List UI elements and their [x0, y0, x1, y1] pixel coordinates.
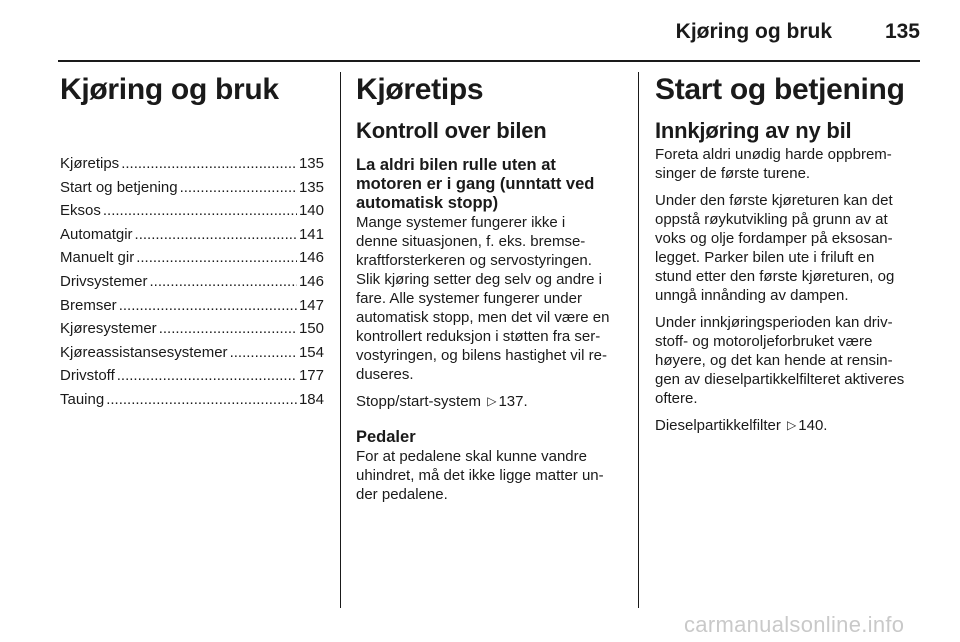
- page-header: [0, 0, 960, 62]
- toc-entry[interactable]: [60, 152, 324, 176]
- pedals-paragraph: For at pedalene skal kunne vandre uhindret, må det ikke ligge matter un- der pedalene.: [356, 448, 604, 503]
- header-title: Kjøring og bruk: [675, 20, 832, 43]
- driving-tips-column: [356, 72, 624, 504]
- column-divider-2: [638, 72, 639, 608]
- toc-entry-page: 146: [298, 272, 324, 290]
- warning-heading: La aldri bilen rulle uten at motoren er i gang (unntatt ved automatisk stopp): [356, 156, 595, 212]
- toc-entry[interactable]: [60, 317, 324, 341]
- toc-entry-label: Kjøresystemer: [60, 320, 157, 338]
- toc-entry[interactable]: [60, 270, 324, 294]
- section-title: Kjøretips: [356, 73, 484, 106]
- toc-entry-page: 177: [298, 367, 324, 385]
- toc-entry[interactable]: [60, 341, 324, 365]
- toc-entry[interactable]: [60, 294, 324, 318]
- toc-entry-label: Kjøreassistansesystemer: [60, 343, 228, 361]
- toc-entry-page: 135: [298, 155, 324, 172]
- triangle-reference-icon: ▷: [787, 418, 797, 432]
- toc-entry-page: 135: [298, 178, 324, 196]
- triangle-reference-icon: ▷: [487, 394, 497, 408]
- toc-entry[interactable]: [60, 364, 324, 388]
- header-divider: [58, 60, 920, 62]
- toc-entry-label: Start og betjening: [60, 178, 178, 196]
- toc-entry-page: 184: [298, 390, 324, 408]
- toc-entry-page: 154: [298, 343, 324, 361]
- toc-entry-label: Bremser: [60, 296, 117, 314]
- column-divider-1: [340, 72, 341, 608]
- subsection-title: Kontroll over bilen: [356, 118, 547, 143]
- toc-entry-page: 140: [298, 202, 324, 220]
- subsection-title: Innkjøring av ny bil: [655, 118, 852, 143]
- toc-entry-page: 146: [298, 249, 324, 267]
- toc-entry[interactable]: [60, 223, 324, 247]
- pedals-heading: Pedaler: [356, 428, 416, 446]
- watermark: carmanualsonline.info: [684, 612, 905, 637]
- toc-column: [60, 72, 324, 412]
- page-number: 135: [884, 20, 920, 43]
- section-title: Start og betjening: [655, 73, 905, 106]
- body-paragraph: Under innkjøringsperioden kan driv- stoff- og motoroljeforbruket være høyere, og det kan hende at rensin- gen av dieselpartikkelfilteret aktiveres oftere.: [655, 314, 905, 407]
- toc-entry-page: 150: [298, 320, 324, 338]
- toc-entry-label: Kjøretips: [60, 155, 120, 172]
- toc-entry-label: Automatgir: [60, 225, 133, 243]
- toc-entry-label: Drivsystemer: [60, 272, 148, 290]
- toc-entry[interactable]: [60, 176, 324, 200]
- toc-entry-page: 141: [298, 225, 324, 243]
- toc-entry[interactable]: [60, 388, 324, 412]
- toc-entry-label: Manuelt gir: [60, 249, 135, 267]
- body-paragraph: Foreta aldri unødig harde oppbrem- singer de første turene.: [655, 146, 892, 182]
- start-operation-column: [655, 72, 925, 436]
- toc-entry[interactable]: [60, 199, 324, 223]
- cross-reference[interactable]: Dieselpartikkelfilter ▷ 140.: [655, 417, 828, 434]
- cross-reference[interactable]: Stopp/start-system ▷ 137.: [356, 393, 528, 410]
- body-paragraph: Mange systemer fungerer ikke i denne situasjonen, f. eks. bremse- kraftforsterkeren og servostyringen. Slik kjøring setter deg selv og andre i fare. Alle systemer fungerer under automatisk stopp, men det vil være en kontrollert reduksjon i støtten fra ser- vostyringen, og bilens hastighet vil re- duseres.: [356, 214, 610, 383]
- body-paragraph: Under den første kjøreturen kan det oppstå røykutvikling på grunn av at voks og olje fordamper på eksosan- legget. Parker bilen ute i friluft en stund etter den første kjøreturen, og unngå innånding av dampen.: [655, 192, 895, 304]
- toc-entry-label: Eksos: [60, 202, 101, 220]
- toc-entry-label: Drivstoff: [60, 367, 115, 385]
- toc-entry-page: 147: [298, 296, 324, 314]
- toc-entry-label: Tauing: [60, 390, 105, 408]
- toc-entry[interactable]: [60, 246, 324, 270]
- table-of-contents: [60, 152, 324, 412]
- chapter-title: Kjøring og bruk: [60, 73, 279, 106]
